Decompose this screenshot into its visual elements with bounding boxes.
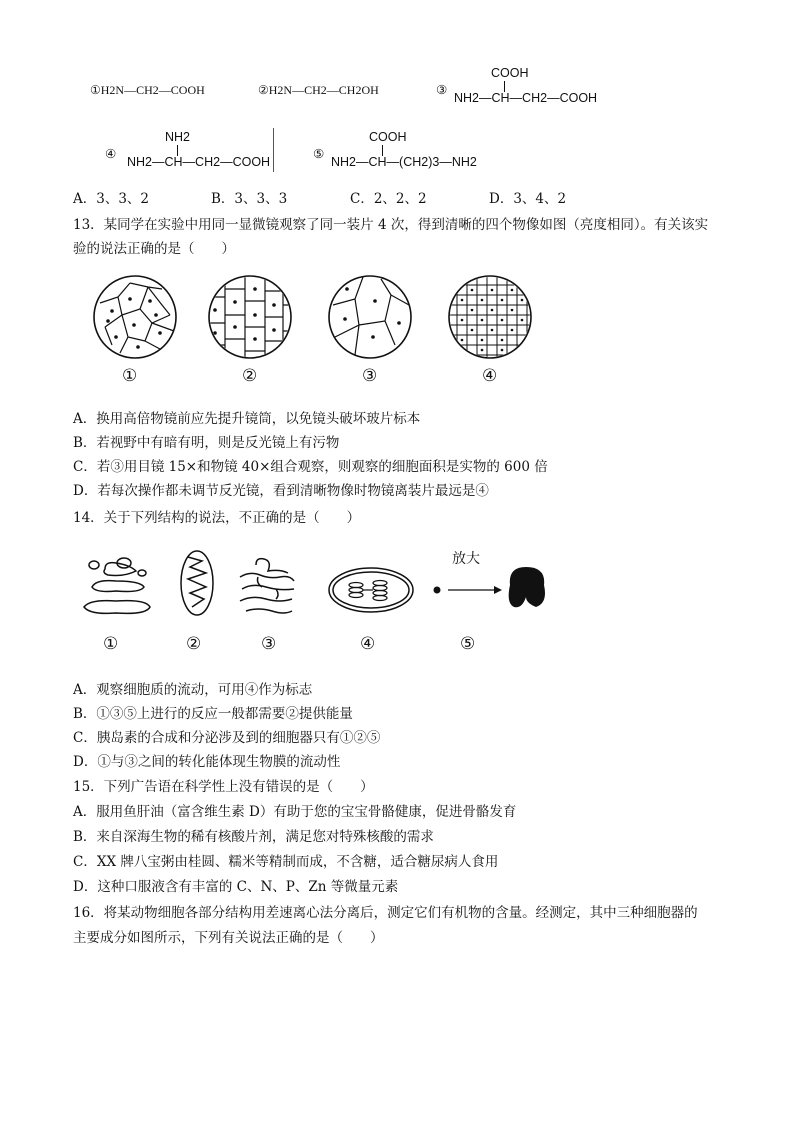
- microscope-view-4: [445, 275, 535, 365]
- endoplasmic-reticulum-icon: [240, 559, 294, 613]
- view-2-label: ②: [242, 366, 258, 386]
- q15-option-a: A．服用鱼肝油（富含维生素 D）有助于您的宝宝骨骼健康，促进骨骼发育: [73, 804, 517, 820]
- q14-option-d: D．①与③之间的转化能体现生物膜的流动性: [73, 754, 341, 770]
- formula-1-number: ①: [90, 83, 101, 97]
- q15-option-c: C．XX 牌八宝粥由桂圆、糯米等精制而成，不含糖，适合糖尿病人食用: [73, 854, 499, 870]
- ribosome-icon: [434, 567, 546, 607]
- q15-option-b: B．来自深海生物的稀有核酸片剂，满足您对特殊核酸的需求: [73, 829, 434, 845]
- microscope-view-1: [94, 276, 176, 358]
- formula-5-main-chain: NH2—CH—(CH2)3—NH2: [331, 155, 477, 169]
- magnify-label: 放大: [452, 551, 480, 567]
- q14-option-a: A．观察细胞质的流动，可用④作为标志: [73, 682, 313, 698]
- organelle-4-label: ④: [360, 634, 376, 654]
- formula-2-number: ②: [258, 83, 269, 97]
- q13-stem-line2: 验的说法正确的是（ ）: [73, 241, 235, 257]
- formula-5-top-group: COOH: [369, 130, 407, 144]
- golgi-icon: [84, 558, 150, 613]
- q15-stem: 15．下列广告语在科学性上没有错误的是（ ）: [73, 779, 374, 795]
- chloroplast-icon: [329, 568, 413, 612]
- microscope-view-3: [329, 276, 411, 358]
- q12-option-c: C．2、2、2: [350, 191, 427, 207]
- q14-option-b: B．①③⑤上进行的反应一般都需要②提供能量: [73, 706, 353, 722]
- formula-3: [436, 66, 616, 112]
- organelles-figure: [80, 545, 560, 645]
- q13-stem-line1: 13．某同学在实验中用同一显微镜观察了同一装片 4 次，得到清晰的四个物像如图（亮度相同）。有关该实: [73, 217, 709, 233]
- view-3-label: ③: [362, 366, 378, 386]
- formula-2-text: H2N—CH2—CH2OH: [268, 83, 379, 97]
- formula-5-number: ⑤: [313, 147, 325, 161]
- formula-4-top-group: NH2: [165, 130, 191, 144]
- q16-stem-line2: 主要成分如图所示，下列有关说法正确的是（ ）: [73, 930, 384, 946]
- mitochondrion-icon: [181, 551, 213, 615]
- formula-4: [105, 130, 285, 176]
- q14-option-c: C．胰岛素的合成和分泌涉及到的细胞器只有①②⑤: [73, 730, 381, 746]
- formula-1-text: H2N—CH2—COOH: [100, 83, 205, 97]
- divider: [273, 128, 274, 172]
- organelle-5-label: ⑤: [460, 634, 476, 654]
- q12-option-d: D．3、4、2: [489, 191, 567, 207]
- microscope-views-figure: [90, 275, 510, 390]
- formula-2: [258, 83, 379, 98]
- q14-stem: 14．关于下列结构的说法，不正确的是（ ）: [73, 510, 361, 526]
- view-4-label: ④: [482, 366, 498, 386]
- microscope-view-2: [205, 275, 295, 365]
- q15-option-d: D．这种口服液含有丰富的 C、N、P、Zn 等微量元素: [73, 879, 399, 895]
- q13-option-d: D．若每次操作都未调节反光镜，看到清晰物像时物镜离装片最远是④: [73, 483, 489, 499]
- formula-3-main-chain: NH2—CH—CH2—COOH: [454, 91, 598, 105]
- formula-3-number: ③: [436, 83, 448, 97]
- organelle-1-label: ①: [103, 634, 119, 654]
- view-1-label: ①: [122, 366, 138, 386]
- q13-option-b: B．若视野中有暗有明，则是反光镜上有污物: [73, 435, 340, 451]
- q16-stem-line1: 16．将某动物细胞各部分结构用差速离心法分离后，测定它们有机物的含量。经测定，其中三种细胞器的: [73, 905, 698, 921]
- q12-option-a: A．3、3、2: [73, 191, 150, 207]
- formula-4-number: ④: [105, 147, 117, 161]
- q12-option-b: B．3、3、3: [211, 191, 288, 207]
- formula-4-main-chain: NH2—CH—CH2—COOH: [127, 155, 271, 169]
- organelle-2-label: ②: [186, 634, 202, 654]
- organelle-3-label: ③: [261, 634, 277, 654]
- formula-1: [90, 83, 205, 98]
- q13-option-a: A．换用高倍物镜前应先提升镜筒，以免镜头破坏玻片标本: [73, 411, 421, 427]
- q13-option-c: C．若③用目镜 15×和物镜 40×组合观察，则观察的细胞面积是实物的 600 倍: [73, 459, 548, 475]
- formula-5: [313, 130, 513, 176]
- formula-3-top-group: COOH: [491, 66, 529, 80]
